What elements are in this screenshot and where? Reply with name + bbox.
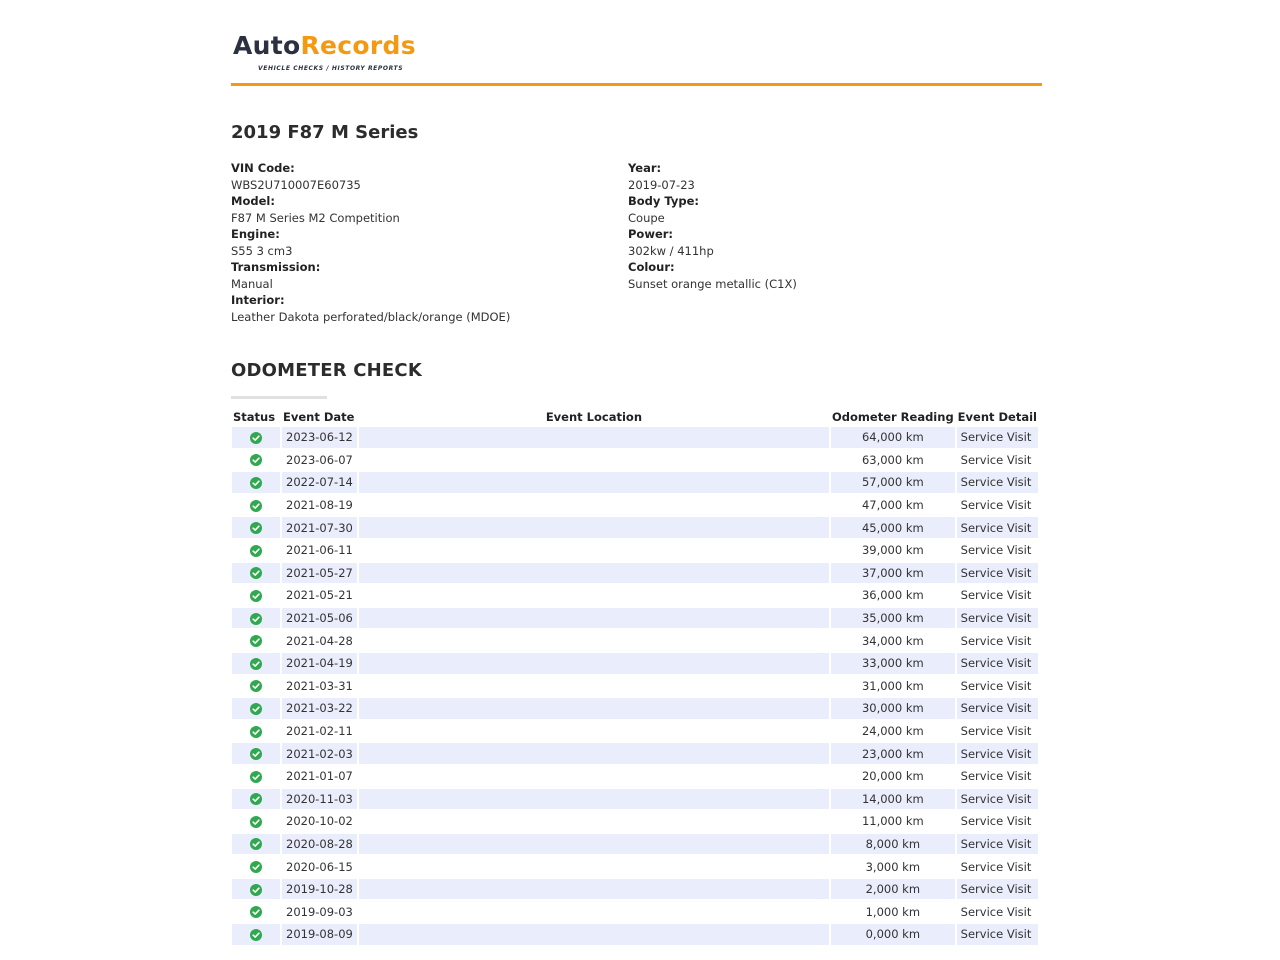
column-header-location: Event Location bbox=[545, 410, 643, 424]
event-detail-cell: Service Visit bbox=[957, 721, 1038, 742]
status-cell bbox=[232, 540, 280, 561]
event-detail-cell: Service Visit bbox=[957, 879, 1038, 900]
status-cell bbox=[232, 450, 280, 471]
event-location-cell bbox=[359, 630, 829, 651]
brand-name-part2: Records bbox=[300, 31, 416, 60]
odometer-reading-cell: 8,000 km bbox=[831, 834, 955, 855]
check-circle-icon bbox=[250, 906, 262, 918]
check-circle-icon bbox=[250, 477, 262, 489]
table-row bbox=[232, 630, 1038, 651]
column-header-date: Event Date bbox=[283, 410, 355, 424]
status-cell bbox=[232, 585, 280, 606]
brand-tagline: VEHICLE CHECKS / HISTORY REPORTS bbox=[258, 65, 404, 72]
spec-value: 2019-07-23 bbox=[628, 177, 695, 192]
event-date-cell: 2021-05-06 bbox=[282, 608, 357, 629]
event-detail-cell: Service Visit bbox=[957, 653, 1038, 674]
event-detail-cell: Service Visit bbox=[957, 495, 1038, 516]
event-location-cell bbox=[359, 743, 829, 764]
event-date-cell: 2022-07-14 bbox=[282, 472, 357, 493]
event-location-cell bbox=[359, 789, 829, 810]
event-date-cell: 2021-04-28 bbox=[282, 630, 357, 651]
event-date-cell: 2021-06-11 bbox=[282, 540, 357, 561]
event-location-cell bbox=[359, 698, 829, 719]
brand-name-part1: Auto bbox=[233, 31, 301, 60]
spec-value: WBS2U710007E60735 bbox=[231, 177, 361, 192]
event-date-cell: 2020-10-02 bbox=[282, 811, 357, 832]
odometer-reading-cell: 14,000 km bbox=[831, 789, 955, 810]
check-circle-icon bbox=[250, 590, 262, 602]
spec-engine bbox=[231, 226, 510, 259]
column-header-detail: Event Detail bbox=[957, 410, 1037, 424]
spec-year bbox=[628, 160, 797, 193]
odometer-reading-cell: 2,000 km bbox=[831, 879, 955, 900]
status-cell bbox=[232, 789, 280, 810]
table-row bbox=[232, 563, 1038, 584]
event-location-cell bbox=[359, 450, 829, 471]
status-cell bbox=[232, 901, 280, 922]
check-circle-icon bbox=[250, 884, 262, 896]
event-date-cell: 2020-08-28 bbox=[282, 834, 357, 855]
odometer-reading-cell: 35,000 km bbox=[831, 608, 955, 629]
event-location-cell bbox=[359, 653, 829, 674]
check-circle-icon bbox=[250, 658, 262, 670]
section-divider bbox=[231, 396, 327, 399]
status-cell bbox=[232, 495, 280, 516]
event-detail-cell: Service Visit bbox=[957, 924, 1038, 945]
odometer-reading-cell: 11,000 km bbox=[831, 811, 955, 832]
odometer-reading-cell: 45,000 km bbox=[831, 517, 955, 538]
check-circle-icon bbox=[250, 545, 262, 557]
table-row bbox=[232, 653, 1038, 674]
event-date-cell: 2021-05-27 bbox=[282, 563, 357, 584]
event-detail-cell: Service Visit bbox=[957, 766, 1038, 787]
check-circle-icon bbox=[250, 432, 262, 444]
event-date-cell: 2019-08-09 bbox=[282, 924, 357, 945]
spec-value: F87 M Series M2 Competition bbox=[231, 210, 400, 225]
event-date-cell: 2021-01-07 bbox=[282, 766, 357, 787]
vehicle-title: 2019 F87 M Series bbox=[231, 122, 419, 143]
status-cell bbox=[232, 924, 280, 945]
status-cell bbox=[232, 721, 280, 742]
check-circle-icon bbox=[250, 567, 262, 579]
column-header-reading: Odometer Reading bbox=[832, 410, 954, 424]
event-detail-cell: Service Visit bbox=[957, 472, 1038, 493]
odometer-reading-cell: 24,000 km bbox=[831, 721, 955, 742]
event-date-cell: 2019-10-28 bbox=[282, 879, 357, 900]
header-divider bbox=[231, 83, 1042, 86]
check-circle-icon bbox=[250, 793, 262, 805]
check-circle-icon bbox=[250, 680, 262, 692]
status-cell bbox=[232, 834, 280, 855]
event-detail-cell: Service Visit bbox=[957, 743, 1038, 764]
event-detail-cell: Service Visit bbox=[957, 585, 1038, 606]
event-location-cell bbox=[359, 924, 829, 945]
status-cell bbox=[232, 427, 280, 448]
spec-label: Body Type: bbox=[628, 194, 700, 208]
table-row bbox=[232, 608, 1038, 629]
check-circle-icon bbox=[250, 500, 262, 512]
odometer-reading-cell: 20,000 km bbox=[831, 766, 955, 787]
event-date-cell: 2021-05-21 bbox=[282, 585, 357, 606]
spec-value: Coupe bbox=[628, 210, 665, 225]
event-location-cell bbox=[359, 540, 829, 561]
table-row bbox=[232, 495, 1038, 516]
event-location-cell bbox=[359, 608, 829, 629]
specs-left-column bbox=[231, 160, 510, 325]
event-detail-cell: Service Visit bbox=[957, 450, 1038, 471]
event-detail-cell: Service Visit bbox=[957, 427, 1038, 448]
spec-label: Year: bbox=[628, 161, 662, 175]
spec-label: Model: bbox=[231, 194, 275, 208]
event-detail-cell: Service Visit bbox=[957, 856, 1038, 877]
event-location-cell bbox=[359, 721, 829, 742]
event-detail-cell: Service Visit bbox=[957, 676, 1038, 697]
status-cell bbox=[232, 698, 280, 719]
spec-model bbox=[231, 193, 510, 226]
spec-colour bbox=[628, 259, 797, 292]
table-row bbox=[232, 901, 1038, 922]
odometer-reading-cell: 63,000 km bbox=[831, 450, 955, 471]
event-location-cell bbox=[359, 766, 829, 787]
table-row bbox=[232, 427, 1038, 448]
check-circle-icon bbox=[250, 454, 262, 466]
table-row bbox=[232, 743, 1038, 764]
spec-label: Colour: bbox=[628, 260, 675, 274]
odometer-reading-cell: 33,000 km bbox=[831, 653, 955, 674]
status-cell bbox=[232, 811, 280, 832]
table-row bbox=[232, 789, 1038, 810]
event-detail-cell: Service Visit bbox=[957, 789, 1038, 810]
table-row bbox=[232, 721, 1038, 742]
odometer-reading-cell: 64,000 km bbox=[831, 427, 955, 448]
event-date-cell: 2020-11-03 bbox=[282, 789, 357, 810]
table-row bbox=[232, 585, 1038, 606]
event-location-cell bbox=[359, 585, 829, 606]
spec-value: S55 3 cm3 bbox=[231, 243, 293, 258]
odometer-reading-cell: 34,000 km bbox=[831, 630, 955, 651]
check-circle-icon bbox=[250, 635, 262, 647]
event-detail-cell: Service Visit bbox=[957, 563, 1038, 584]
spec-label: Transmission: bbox=[231, 260, 321, 274]
table-row bbox=[232, 540, 1038, 561]
event-date-cell: 2021-02-03 bbox=[282, 743, 357, 764]
check-circle-icon bbox=[250, 613, 262, 625]
event-location-cell bbox=[359, 676, 829, 697]
odometer-reading-cell: 0,000 km bbox=[831, 924, 955, 945]
event-detail-cell: Service Visit bbox=[957, 540, 1038, 561]
event-detail-cell: Service Visit bbox=[957, 811, 1038, 832]
status-cell bbox=[232, 879, 280, 900]
status-cell bbox=[232, 676, 280, 697]
odometer-table-body bbox=[232, 427, 1038, 945]
spec-value: 302kw / 411hp bbox=[628, 243, 714, 258]
event-location-cell bbox=[359, 856, 829, 877]
spec-label: Interior: bbox=[231, 293, 285, 307]
event-location-cell bbox=[359, 427, 829, 448]
check-circle-icon bbox=[250, 703, 262, 715]
odometer-reading-cell: 36,000 km bbox=[831, 585, 955, 606]
status-cell bbox=[232, 766, 280, 787]
check-circle-icon bbox=[250, 771, 262, 783]
status-cell bbox=[232, 630, 280, 651]
check-circle-icon bbox=[250, 861, 262, 873]
event-date-cell: 2021-03-31 bbox=[282, 676, 357, 697]
spec-value: Leather Dakota perforated/black/orange (MDOE) bbox=[231, 309, 511, 324]
event-detail-cell: Service Visit bbox=[957, 630, 1038, 651]
table-row bbox=[232, 834, 1038, 855]
event-date-cell: 2019-09-03 bbox=[282, 901, 357, 922]
specs-right-column bbox=[628, 160, 797, 292]
check-circle-icon bbox=[250, 522, 262, 534]
odometer-reading-cell: 23,000 km bbox=[831, 743, 955, 764]
event-date-cell: 2021-07-30 bbox=[282, 517, 357, 538]
check-circle-icon bbox=[250, 748, 262, 760]
event-detail-cell: Service Visit bbox=[957, 608, 1038, 629]
odometer-reading-cell: 30,000 km bbox=[831, 698, 955, 719]
table-row bbox=[232, 766, 1038, 787]
odometer-reading-cell: 57,000 km bbox=[831, 472, 955, 493]
odometer-reading-cell: 37,000 km bbox=[831, 563, 955, 584]
event-detail-cell: Service Visit bbox=[957, 834, 1038, 855]
event-date-cell: 2023-06-12 bbox=[282, 427, 357, 448]
event-detail-cell: Service Visit bbox=[957, 698, 1038, 719]
status-cell bbox=[232, 517, 280, 538]
table-row bbox=[232, 879, 1038, 900]
event-date-cell: 2021-03-22 bbox=[282, 698, 357, 719]
brand-logo[interactable] bbox=[233, 30, 533, 75]
status-cell bbox=[232, 472, 280, 493]
odometer-section-title: ODOMETER CHECK bbox=[231, 360, 422, 381]
table-row bbox=[232, 811, 1038, 832]
spec-value: Sunset orange metallic (C1X) bbox=[628, 276, 797, 291]
spec-label: Power: bbox=[628, 227, 674, 241]
event-location-cell bbox=[359, 879, 829, 900]
event-detail-cell: Service Visit bbox=[957, 901, 1038, 922]
spec-body-type bbox=[628, 193, 797, 226]
odometer-reading-cell: 3,000 km bbox=[831, 856, 955, 877]
odometer-reading-cell: 1,000 km bbox=[831, 901, 955, 922]
event-date-cell: 2021-02-11 bbox=[282, 721, 357, 742]
status-cell bbox=[232, 856, 280, 877]
spec-label: Engine: bbox=[231, 227, 280, 241]
table-row bbox=[232, 924, 1038, 945]
brand-wordmark bbox=[233, 30, 533, 62]
table-row bbox=[232, 698, 1038, 719]
table-header-row bbox=[232, 409, 1038, 425]
event-date-cell: 2023-06-07 bbox=[282, 450, 357, 471]
column-header-status: Status bbox=[233, 410, 276, 424]
event-location-cell bbox=[359, 811, 829, 832]
spec-transmission bbox=[231, 259, 510, 292]
status-cell bbox=[232, 653, 280, 674]
status-cell bbox=[232, 743, 280, 764]
event-detail-cell: Service Visit bbox=[957, 517, 1038, 538]
table-row bbox=[232, 450, 1038, 471]
odometer-table bbox=[230, 407, 1040, 947]
table-row bbox=[232, 517, 1038, 538]
event-location-cell bbox=[359, 517, 829, 538]
table-row bbox=[232, 472, 1038, 493]
spec-power bbox=[628, 226, 797, 259]
event-location-cell bbox=[359, 472, 829, 493]
spec-vin bbox=[231, 160, 510, 193]
spec-value: Manual bbox=[231, 276, 273, 291]
check-circle-icon bbox=[250, 726, 262, 738]
event-date-cell: 2021-04-19 bbox=[282, 653, 357, 674]
event-location-cell bbox=[359, 563, 829, 584]
check-circle-icon bbox=[250, 929, 262, 941]
check-circle-icon bbox=[250, 838, 262, 850]
odometer-reading-cell: 31,000 km bbox=[831, 676, 955, 697]
table-row bbox=[232, 676, 1038, 697]
event-date-cell: 2020-06-15 bbox=[282, 856, 357, 877]
check-circle-icon bbox=[250, 816, 262, 828]
odometer-reading-cell: 39,000 km bbox=[831, 540, 955, 561]
spec-label: VIN Code: bbox=[231, 161, 295, 175]
event-location-cell bbox=[359, 834, 829, 855]
odometer-reading-cell: 47,000 km bbox=[831, 495, 955, 516]
table-row bbox=[232, 856, 1038, 877]
event-location-cell bbox=[359, 901, 829, 922]
status-cell bbox=[232, 608, 280, 629]
event-location-cell bbox=[359, 495, 829, 516]
spec-interior bbox=[231, 292, 510, 325]
status-cell bbox=[232, 563, 280, 584]
event-date-cell: 2021-08-19 bbox=[282, 495, 357, 516]
